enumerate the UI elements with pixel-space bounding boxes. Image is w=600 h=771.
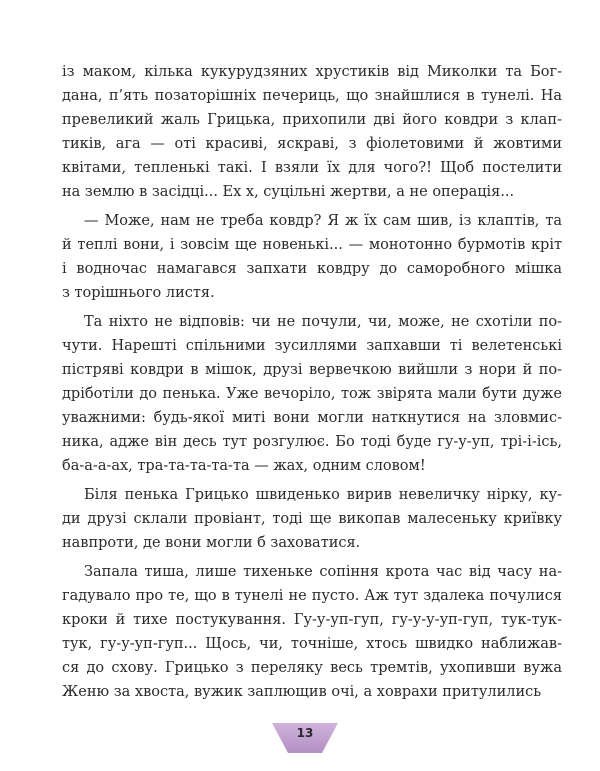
text-line: Біля пенька Грицько швиденько вирив невеличку нірку, ку- <box>84 487 562 503</box>
text-line: ника, адже він десь тут розгулює. Бо тоді буде гу-у-уп, трі-і-ісь, <box>62 434 562 450</box>
text-line: ся до схову. Грицько з переляку весь тремтів, ухопивши вужа <box>62 660 562 676</box>
text-line: Та ніхто не відповів: чи не почули, чи, може, не схотіли по- <box>84 314 562 330</box>
text-line: тук, гу-у-уп-гуп... Щось, чи, точніше, хтось швидко наближав- <box>62 636 562 652</box>
body-text <box>62 60 562 709</box>
text-line: — Може, нам не треба ковдр? Я ж їх сам шив, із клаптів, та <box>84 213 562 229</box>
text-line: кроки й тихе постукування. Гу-у-уп-гуп, гу-у-у-уп-гуп, тук-тук- <box>62 612 562 628</box>
paragraph <box>62 483 562 555</box>
text-line: квітами, тепленькі такі. І взяли їх для чого?! Щоб постелити <box>62 160 562 176</box>
text-line: з торішнього листя. <box>62 285 215 301</box>
text-line: тиків, ага — оті красиві, яскраві, з фіолетовими й жовтими <box>62 136 562 152</box>
paragraph <box>62 310 562 478</box>
page-number: 13 <box>296 726 314 740</box>
text-line: й теплі вони, і зовсім ще новенькі... — монотонно бурмотів кріт <box>62 237 562 253</box>
text-line: навпроти, де вони могли б заховатися. <box>62 535 361 551</box>
text-line: Запала тиша, лише тихеньке сопіння крота час від часу на- <box>84 564 562 580</box>
text-line: Женю за хвоста, вужик заплющив очі, а ховрахи притулились <box>62 684 542 700</box>
paragraph <box>62 560 562 704</box>
text-line: і водночас намагався запхати ковдру до саморобного мішка <box>62 261 562 277</box>
text-line: із маком, кілька кукурудзяних хрустиків від Миколки та Бог- <box>62 64 562 80</box>
text-line: чути. Нарешті спільними зусиллями запхавши ті велетенські <box>62 338 562 354</box>
text-line: пістряві ковдри в мішок, друзі вервечкою вийшли з нори й по- <box>62 362 562 378</box>
paragraph <box>62 60 562 204</box>
text-line: дана, п’ять позаторішніх печериць, що знайшлися в тунелі. На <box>62 88 562 104</box>
text-line: ба-а-а-ах, тра-та-та-та-та — жах, одним словом! <box>62 458 426 474</box>
text-line: превеликий жаль Грицька, прихопили дві його ковдри з клап- <box>62 112 562 128</box>
text-line: дріботіли до пенька. Уже вечоріло, тож звірята мали бути дуже <box>62 386 562 402</box>
text-line: уважними: будь-якої миті вони могли наткнутися на зловмис- <box>62 410 562 426</box>
paragraph <box>62 209 562 305</box>
text-line: на землю в засідці... Ех х, суцільні жертви, а не операція... <box>62 184 515 200</box>
text-line: гадувало про те, що в тунелі не пусто. Аж тут здалека почулися <box>62 588 562 604</box>
text-line: ди друзі склали провіант, тоді ще викопав малесеньку криївку <box>62 511 562 527</box>
